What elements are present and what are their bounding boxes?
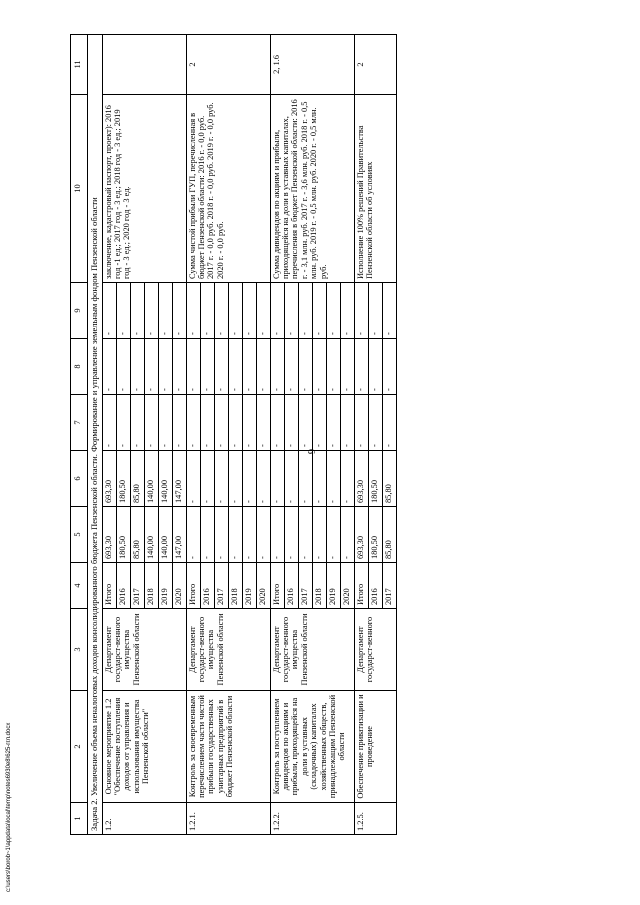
- indicator-ref: [102, 35, 186, 95]
- year-cell: 2017: [130, 563, 144, 609]
- value-col-9: -: [326, 283, 340, 339]
- value-col-9: -: [368, 283, 382, 339]
- value-col-7: -: [382, 395, 396, 451]
- table-row: [270, 35, 284, 835]
- row-number: 1.2.5.: [354, 803, 396, 835]
- value-col-6: -: [326, 451, 340, 507]
- header-col-7: 7: [71, 395, 88, 451]
- value-col-5: 693,30: [354, 507, 368, 563]
- year-cell: 2016: [116, 563, 130, 609]
- header-col-3: 3: [71, 609, 88, 691]
- year-cell: 2017: [298, 563, 312, 609]
- header-col-10: 10: [71, 95, 88, 283]
- value-col-5: 140,00: [158, 507, 172, 563]
- value-col-5: -: [298, 507, 312, 563]
- year-cell: 2016: [284, 563, 298, 609]
- value-col-6: 140,00: [158, 451, 172, 507]
- year-cell: Итого: [186, 563, 200, 609]
- value-col-7: -: [214, 395, 228, 451]
- value-col-7: -: [130, 395, 144, 451]
- executor-name: Департамент государст-венного имущества Пензенской области: [102, 609, 186, 691]
- executor-name: Департамент государст-венного имущества Пензенской области: [270, 609, 354, 691]
- value-col-7: -: [242, 395, 256, 451]
- year-cell: Итого: [102, 563, 116, 609]
- value-col-6: -: [228, 451, 242, 507]
- value-col-5: -: [312, 507, 326, 563]
- value-col-9: -: [354, 283, 368, 339]
- value-col-5: -: [340, 507, 354, 563]
- value-col-9: -: [130, 283, 144, 339]
- value-col-5: -: [242, 507, 256, 563]
- value-col-9: -: [172, 283, 186, 339]
- value-col-6: -: [242, 451, 256, 507]
- value-col-8: -: [326, 339, 340, 395]
- value-col-6: -: [284, 451, 298, 507]
- footer-file-path: c:\users\borob~1\appdata\local\temp\notes6930e8\625-ггл.docx: [6, 722, 12, 892]
- activity-name: Контроль за поступлением дивидендов по акциям и прибыли, приходящейся на доли в уставных (складочных) капиталах хозяйственных обществ, принадлежащим Пензенской области: [270, 691, 354, 803]
- value-col-5: 85,80: [382, 507, 396, 563]
- year-cell: 2016: [368, 563, 382, 609]
- value-col-6: 180,50: [368, 451, 382, 507]
- page-number: 6: [305, 449, 316, 454]
- value-col-7: -: [186, 395, 200, 451]
- header-col-4: 4: [71, 563, 88, 609]
- value-col-6: -: [270, 451, 284, 507]
- task-title: Задача 2. Увеличение объема неналоговых доходов консолидированного бюджета Пензенской области. Формирование и управление земельным фондом Пензенской области: [88, 35, 103, 835]
- header-col-11: 11: [71, 35, 88, 95]
- value-col-8: -: [200, 339, 214, 395]
- value-col-5: -: [270, 507, 284, 563]
- program-table: [70, 34, 397, 835]
- value-col-8: -: [298, 339, 312, 395]
- value-col-6: 85,80: [130, 451, 144, 507]
- value-col-5: -: [214, 507, 228, 563]
- year-cell: 2018: [144, 563, 158, 609]
- indicator-ref: 2: [186, 35, 270, 95]
- value-col-9: -: [270, 283, 284, 339]
- value-col-6: 140,00: [144, 451, 158, 507]
- value-col-5: 180,50: [368, 507, 382, 563]
- value-col-7: -: [102, 395, 116, 451]
- value-col-9: -: [186, 283, 200, 339]
- year-cell: 2018: [312, 563, 326, 609]
- expected-result: Исполнение 100% решений Правительства Пензенской области об условиях: [354, 95, 396, 283]
- value-col-6: 147,00: [172, 451, 186, 507]
- value-col-6: -: [340, 451, 354, 507]
- year-cell: 2017: [382, 563, 396, 609]
- value-col-8: -: [116, 339, 130, 395]
- rotated-table-container: [70, 35, 630, 835]
- expected-result: Сумма чистой прибыли ГУП, перечисленная в бюджет Пензенской области: 2016 г. - 0,0 руб. 2017 г. - 0,0 руб. 2018 г. - 0,0 руб. 2019 г. - 0,0 руб. 2020 г. - 0,0 руб.: [186, 95, 270, 283]
- value-col-8: -: [186, 339, 200, 395]
- value-col-9: -: [242, 283, 256, 339]
- value-col-5: 693,30: [102, 507, 116, 563]
- value-col-9: -: [312, 283, 326, 339]
- header-col-9: 9: [71, 283, 88, 339]
- header-col-5: 5: [71, 507, 88, 563]
- year-cell: 2020: [256, 563, 270, 609]
- header-col-2: 2: [71, 691, 88, 803]
- value-col-8: -: [172, 339, 186, 395]
- year-cell: 2018: [228, 563, 242, 609]
- value-col-6: -: [312, 451, 326, 507]
- table-row: [354, 35, 368, 835]
- executor-name: Департамент государст-венного: [354, 609, 396, 691]
- value-col-6: -: [256, 451, 270, 507]
- value-col-8: -: [312, 339, 326, 395]
- activity-name: Основное мероприятие 1.2 "Обеспечение поступления доходов от управления и использования имущества Пензенской области": [102, 691, 186, 803]
- table-row: [186, 35, 200, 835]
- value-col-9: -: [214, 283, 228, 339]
- value-col-8: -: [242, 339, 256, 395]
- value-col-7: -: [144, 395, 158, 451]
- value-col-7: -: [228, 395, 242, 451]
- year-cell: 2020: [340, 563, 354, 609]
- value-col-5: -: [326, 507, 340, 563]
- value-col-9: -: [256, 283, 270, 339]
- value-col-6: -: [186, 451, 200, 507]
- value-col-9: -: [284, 283, 298, 339]
- header-col-1: 1: [71, 803, 88, 835]
- year-cell: Итого: [270, 563, 284, 609]
- value-col-7: -: [116, 395, 130, 451]
- value-col-5: -: [256, 507, 270, 563]
- value-col-9: -: [228, 283, 242, 339]
- value-col-8: -: [354, 339, 368, 395]
- value-col-7: -: [354, 395, 368, 451]
- value-col-6: -: [214, 451, 228, 507]
- value-col-8: -: [368, 339, 382, 395]
- value-col-5: -: [284, 507, 298, 563]
- value-col-9: -: [200, 283, 214, 339]
- activity-name: Обеспечение приватизации и проведение: [354, 691, 396, 803]
- value-col-7: -: [284, 395, 298, 451]
- value-col-7: -: [172, 395, 186, 451]
- value-col-7: -: [270, 395, 284, 451]
- value-col-6: 693,30: [354, 451, 368, 507]
- expected-result: заключение, кадастровый паспорт, проект): 2016 год -1 ед.; 2017 год - 3 ед.; 2018 год - 3 ед.; 2019 год - 3 ед.; 2020 год - 3 ед.: [102, 95, 186, 283]
- value-col-8: -: [256, 339, 270, 395]
- value-col-8: -: [270, 339, 284, 395]
- value-col-9: -: [298, 283, 312, 339]
- value-col-9: -: [102, 283, 116, 339]
- value-col-7: -: [312, 395, 326, 451]
- activity-name: Контроль за своевременным перечислением части чистой прибыли государственных унитарных предприятий в бюджет Пензенской области: [186, 691, 270, 803]
- value-col-9: -: [382, 283, 396, 339]
- year-cell: 2020: [172, 563, 186, 609]
- value-col-7: -: [340, 395, 354, 451]
- value-col-5: 180,50: [116, 507, 130, 563]
- value-col-8: -: [228, 339, 242, 395]
- value-col-7: -: [200, 395, 214, 451]
- task-row: [88, 35, 103, 835]
- indicator-ref: 2, 1.6: [270, 35, 354, 95]
- year-cell: Итого: [354, 563, 368, 609]
- header-col-8: 8: [71, 339, 88, 395]
- value-col-7: -: [256, 395, 270, 451]
- row-number: 1.2.1.: [186, 803, 270, 835]
- value-col-7: -: [326, 395, 340, 451]
- value-col-7: -: [298, 395, 312, 451]
- value-col-9: -: [340, 283, 354, 339]
- value-col-8: -: [284, 339, 298, 395]
- value-col-6: -: [200, 451, 214, 507]
- executor-name: Департамент государст-венного имущества Пензенской области: [186, 609, 270, 691]
- expected-result: Сумма дивидендов по акциям и прибыли, приходящейся на доли в уставных капиталах, перечисления в бюджет Пензенской области: 2016 г. - 3,1 млн. руб. 2017 г. - 3,6 млн. руб. 2018 г. - 0,5 млн. руб. 2019 г. - 0,5 млн. руб. 2020 г. - 0,5 млн. руб.: [270, 95, 354, 283]
- value-col-8: -: [382, 339, 396, 395]
- year-cell: 2016: [200, 563, 214, 609]
- value-col-7: -: [158, 395, 172, 451]
- value-col-9: -: [144, 283, 158, 339]
- header-col-6: 6: [71, 451, 88, 507]
- value-col-8: -: [214, 339, 228, 395]
- year-cell: 2019: [158, 563, 172, 609]
- value-col-9: -: [158, 283, 172, 339]
- value-col-8: -: [340, 339, 354, 395]
- value-col-6: 85,80: [382, 451, 396, 507]
- value-col-9: -: [116, 283, 130, 339]
- year-cell: 2019: [326, 563, 340, 609]
- row-number: 1.2.: [102, 803, 186, 835]
- value-col-6: -: [298, 451, 312, 507]
- value-col-5: -: [200, 507, 214, 563]
- value-col-8: -: [144, 339, 158, 395]
- value-col-8: -: [158, 339, 172, 395]
- indicator-ref: 2: [354, 35, 396, 95]
- value-col-6: 180,50: [116, 451, 130, 507]
- value-col-5: 147,00: [172, 507, 186, 563]
- value-col-5: 85,80: [130, 507, 144, 563]
- value-col-8: -: [102, 339, 116, 395]
- year-cell: 2017: [214, 563, 228, 609]
- value-col-8: -: [130, 339, 144, 395]
- value-col-7: -: [368, 395, 382, 451]
- header-row: [71, 35, 88, 835]
- value-col-5: -: [186, 507, 200, 563]
- value-col-5: -: [228, 507, 242, 563]
- value-col-6: 693,30: [102, 451, 116, 507]
- table-row: [102, 35, 116, 835]
- year-cell: 2019: [242, 563, 256, 609]
- value-col-5: 140,00: [144, 507, 158, 563]
- row-number: 1.2.2.: [270, 803, 354, 835]
